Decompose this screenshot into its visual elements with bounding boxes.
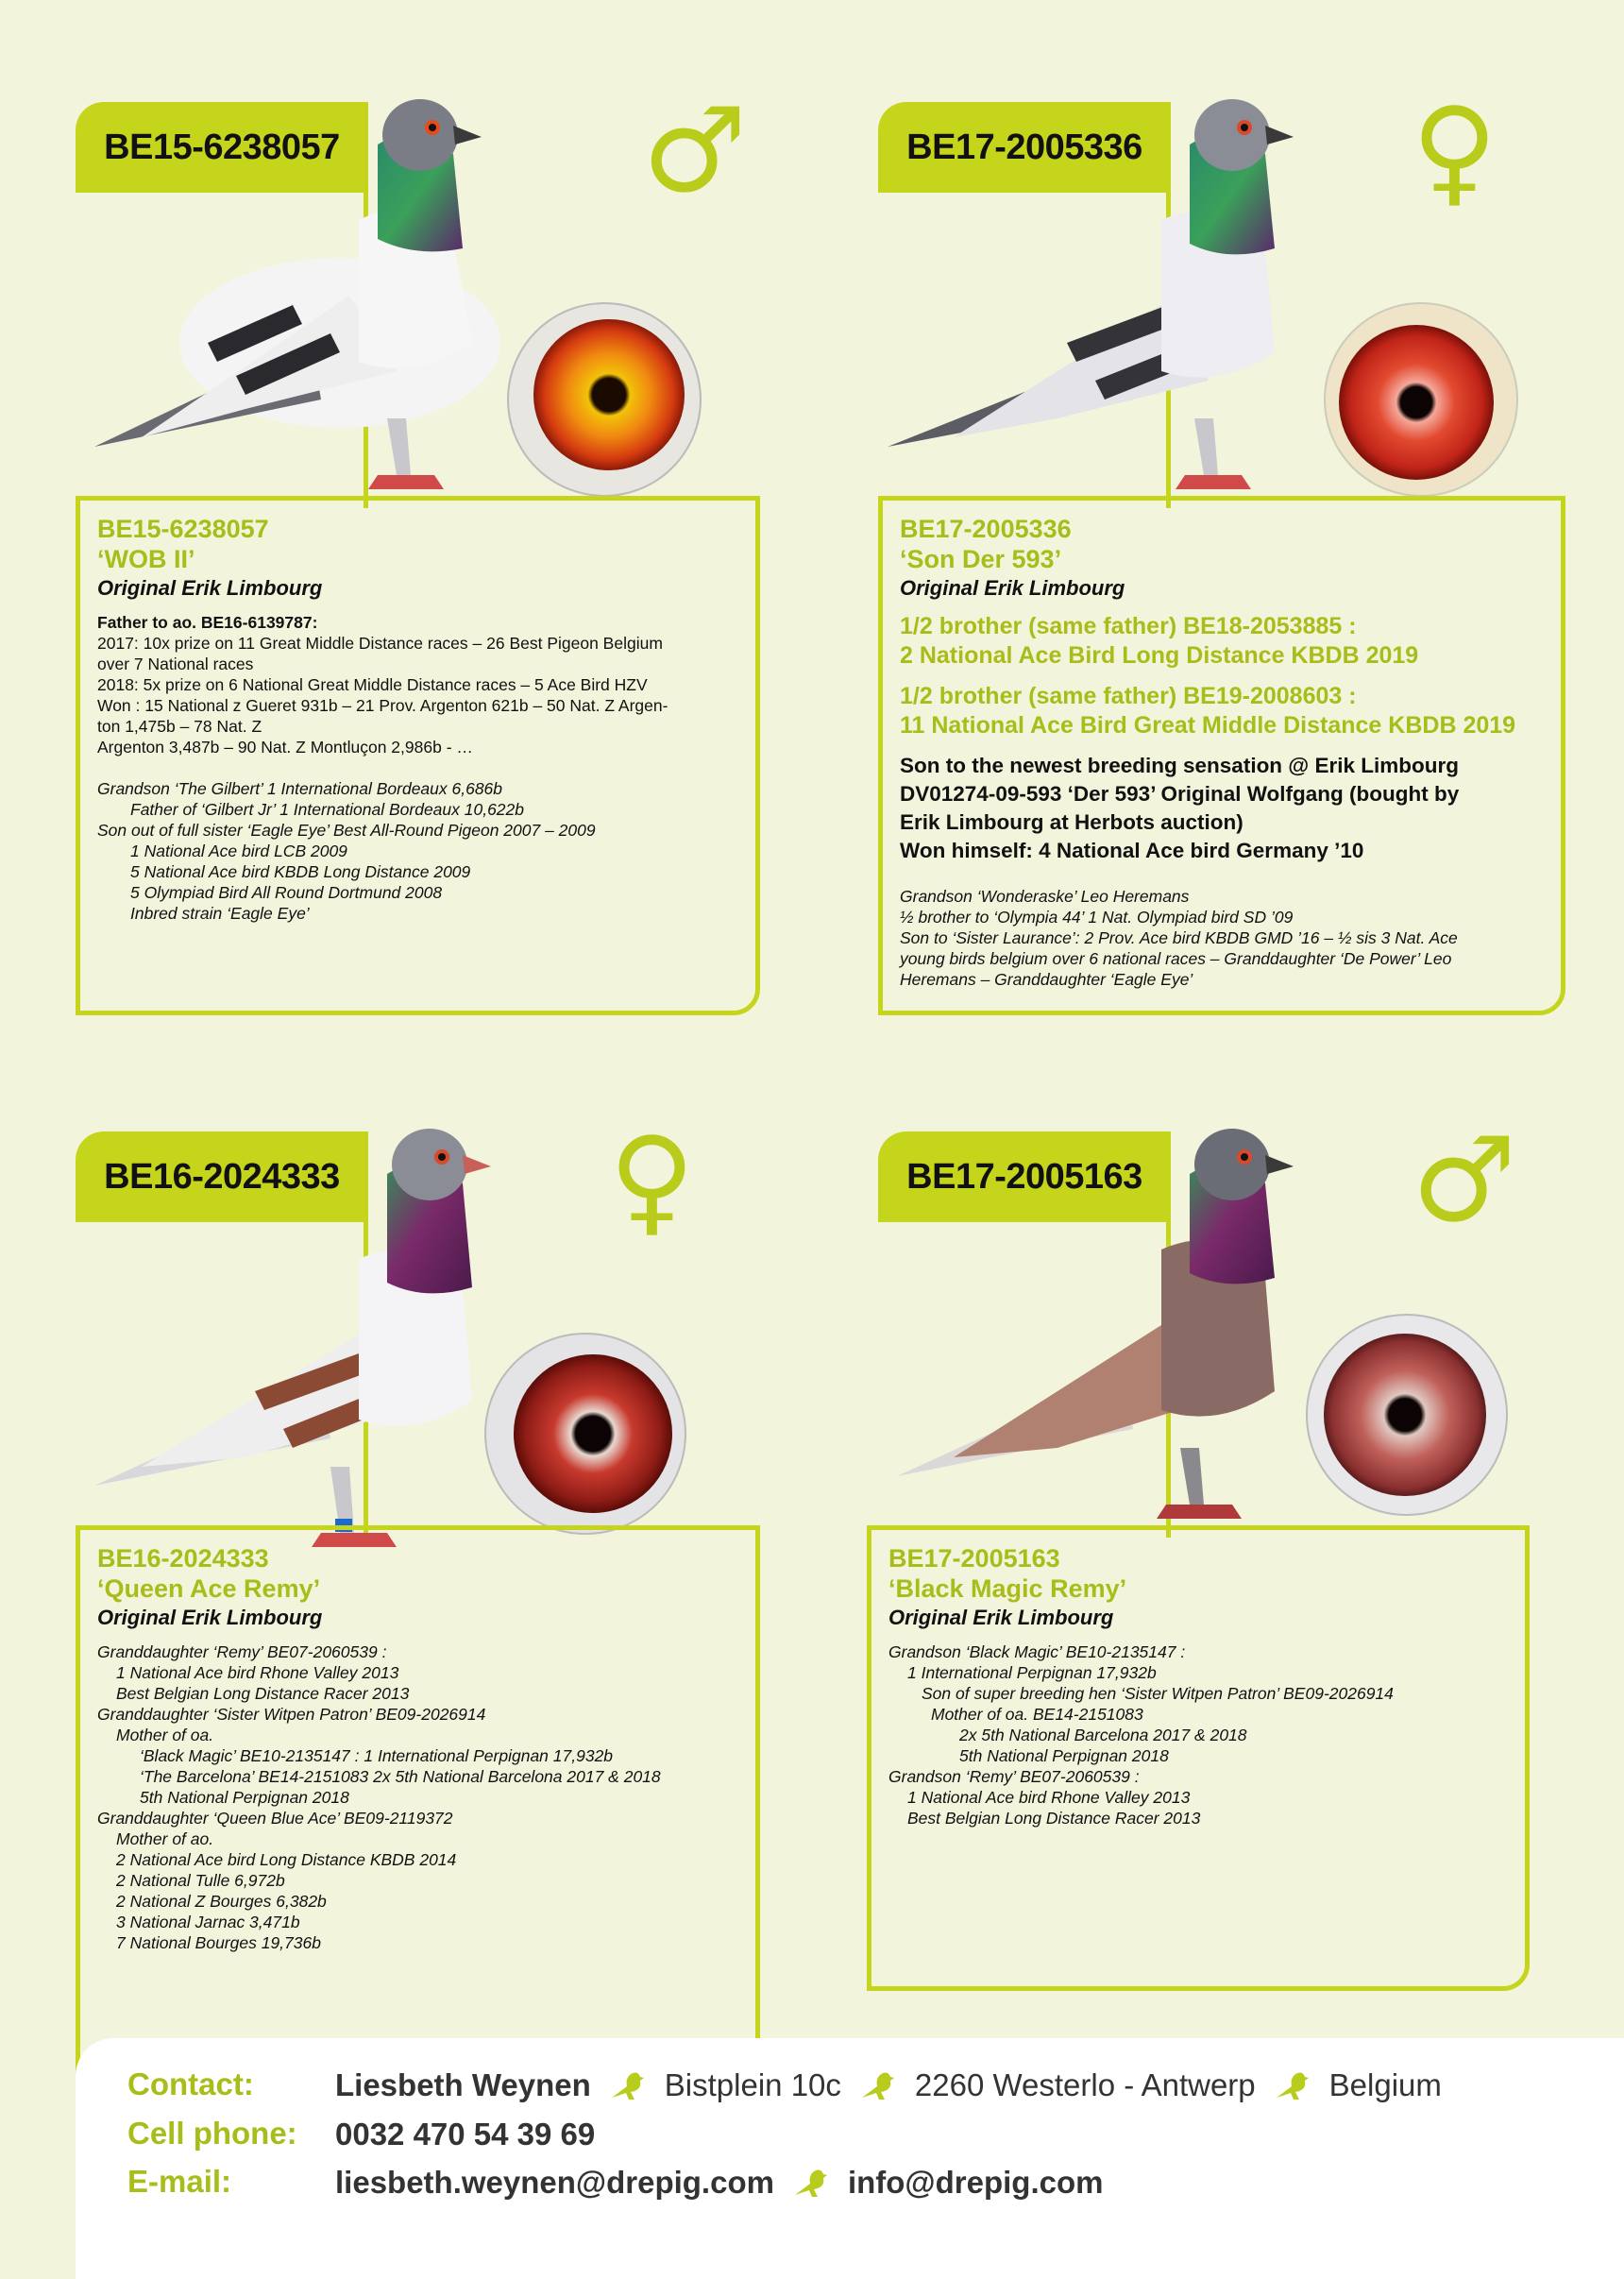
pedigree-line: 2018: 5x prize on 6 National Great Middle Distance races – 5 Ace Bird HZV xyxy=(97,675,648,694)
pedigree-line xyxy=(900,865,1546,886)
pedigree-lines xyxy=(900,612,1546,990)
origin-line: Original Erik Limbourg xyxy=(888,1606,1114,1629)
pedigree-lines xyxy=(888,1641,1510,1828)
eye-photo xyxy=(505,300,703,499)
pedigree-line: 3 National Jarnac 3,471b xyxy=(116,1913,300,1931)
pedigree-line: over 7 National races xyxy=(97,655,254,673)
address-row xyxy=(335,2066,1442,2104)
ring-number: BE15-6238057 xyxy=(97,515,269,543)
pigeon-nickname: ‘Black Magic Remy’ xyxy=(888,1574,1127,1603)
pedigree-line: 1 National Ace bird Rhone Valley 2013 xyxy=(907,1788,1191,1807)
pedigree-line: 7 National Bourges 19,736b xyxy=(116,1933,321,1952)
pedigree-line: ‘The Barcelona’ BE14-2151083 2x 5th National Barcelona 2017 & 2018 xyxy=(140,1767,661,1786)
pigeon-nickname: ‘Queen Ace Remy’ xyxy=(97,1574,321,1603)
contact-footer xyxy=(76,2038,1624,2279)
pigeon-icon xyxy=(860,2069,896,2101)
pedigree-lines xyxy=(97,1641,740,1953)
pedigree-line: Heremans – Granddaughter ‘Eagle Eye’ xyxy=(900,970,1193,989)
pedigree-line: young birds belgium over 6 national races – Granddaughter ‘De Power’ Leo xyxy=(900,949,1452,968)
contact-name: Liesbeth Weynen xyxy=(335,2067,591,2102)
origin-line: Original Erik Limbourg xyxy=(97,1606,323,1629)
ring-tab: BE15-6238057 xyxy=(76,102,368,193)
pedigree-box xyxy=(76,496,760,1015)
pedigree-line: ‘Black Magic’ BE10-2135147 : 1 International Perpignan 17,932b xyxy=(140,1746,614,1765)
ring-number: BE17-2005336 xyxy=(900,515,1072,543)
pedigree-line: 5 National Ace bird KBDB Long Distance 2009 xyxy=(130,862,471,881)
pedigree-line: ½ brother to ‘Olympia 44’ 1 Nat. Olympiad bird SD ’09 xyxy=(900,908,1294,927)
pedigree-line: Granddaughter ‘Queen Blue Ace’ BE09-2119372 xyxy=(97,1809,453,1828)
pigeon-card-4 xyxy=(878,1113,1624,2123)
pedigree-line: Grandson ‘Wonderaske’ Leo Heremans xyxy=(900,887,1190,906)
pedigree-line: 2x 5th National Barcelona 2017 & 2018 xyxy=(959,1726,1247,1744)
pedigree-line: 1 International Perpignan 17,932b xyxy=(907,1663,1157,1682)
pedigree-line: Best Belgian Long Distance Racer 2013 xyxy=(116,1684,410,1703)
pedigree-line: 11 National Ace Bird Great Middle Distance KBDB 2019 xyxy=(900,712,1516,739)
phone-label: Cell phone: xyxy=(127,2116,297,2151)
pedigree-line: Inbred strain ‘Eagle Eye’ xyxy=(130,904,310,923)
pedigree-line: Grandson ‘Black Magic’ BE10-2135147 : xyxy=(888,1642,1186,1661)
pedigree-line: Grandson ‘Remy’ BE07-2060539 : xyxy=(888,1767,1140,1786)
pigeon-nickname: ‘WOB II’ xyxy=(97,545,195,573)
pigeon-nickname: ‘Son Der 593’ xyxy=(900,545,1062,573)
ring-tab: BE17-2005336 xyxy=(878,102,1171,193)
pedigree-line: 2017: 10x prize on 11 Great Middle Distance races – 26 Best Pigeon Belgium xyxy=(97,634,663,653)
street: Bistplein 10c xyxy=(664,2067,841,2102)
pedigree-line xyxy=(97,757,740,778)
pedigree-line: Granddaughter ‘Sister Witpen Patron’ BE09-2026914 xyxy=(97,1705,486,1724)
female-symbol-icon: ♀ xyxy=(1412,83,1497,219)
ring-tab: BE16-2024333 xyxy=(76,1131,368,1222)
pedigree-line: Son to the newest breeding sensation @ Erik Limbourg xyxy=(900,754,1460,777)
pigeon-card-1 xyxy=(76,83,831,1094)
pedigree-line: Erik Limbourg at Herbots auction) xyxy=(900,810,1243,834)
pigeon-icon xyxy=(1275,2069,1311,2101)
pedigree-line: 1 National Ace bird LCB 2009 xyxy=(130,842,347,860)
male-symbol-icon: ♂ xyxy=(642,83,748,219)
pedigree-line: Father of ‘Gilbert Jr’ 1 International Bordeaux 10,622b xyxy=(130,800,525,819)
pigeon-card-2 xyxy=(878,83,1624,1094)
pedigree-line: 5 Olympiad Bird All Round Dortmund 2008 xyxy=(130,883,443,902)
origin-line: Original Erik Limbourg xyxy=(900,576,1125,600)
pedigree-box xyxy=(867,1525,1530,1991)
email-link-1[interactable]: liesbeth.weynen@drepig.com xyxy=(335,2165,774,2200)
pedigree-line: Mother of oa. xyxy=(116,1726,214,1744)
pedigree-line: Son of super breeding hen ‘Sister Witpen Patron’ BE09-2026914 xyxy=(922,1684,1394,1703)
pedigree-line: 5th National Perpignan 2018 xyxy=(140,1788,349,1807)
pedigree-box xyxy=(878,496,1565,1015)
eye-photo xyxy=(1322,300,1520,499)
country: Belgium xyxy=(1328,2067,1442,2102)
pedigree-line: Best Belgian Long Distance Racer 2013 xyxy=(907,1809,1201,1828)
pedigree-line: 2 National Z Bourges 6,382b xyxy=(116,1892,327,1911)
pedigree-line: 2 National Ace Bird Long Distance KBDB 2019 xyxy=(900,642,1419,669)
pedigree-line: 1/2 brother (same father) BE19-2008603 : xyxy=(900,683,1357,709)
eye-photo xyxy=(482,1330,689,1538)
email-row xyxy=(335,2164,1103,2202)
pedigree-line: Argenton 3,487b – 90 Nat. Z Montluçon 2,986b - … xyxy=(97,738,473,757)
contact-label: Contact: xyxy=(127,2066,254,2101)
pedigree-line: Son out of full sister ‘Eagle Eye’ Best All-Round Pigeon 2007 – 2009 xyxy=(97,821,596,840)
male-symbol-icon: ♂ xyxy=(1412,1113,1517,1249)
pedigree-line: ton 1,475b – 78 Nat. Z xyxy=(97,717,262,736)
pedigree-line: Won himself: 4 National Ace bird Germany ’10 xyxy=(900,839,1364,862)
female-symbol-icon: ♀ xyxy=(609,1113,695,1249)
pedigree-line: Father to ao. BE16-6139787: xyxy=(97,613,318,632)
eye-photo xyxy=(1303,1311,1511,1519)
email-label: E-mail: xyxy=(127,2164,232,2199)
pedigree-line: Grandson ‘The Gilbert’ 1 International Bordeaux 6,686b xyxy=(97,779,503,798)
phone-number[interactable]: 0032 470 54 39 69 xyxy=(335,2117,596,2151)
ring-number: BE16-2024333 xyxy=(97,1544,269,1573)
phone-row xyxy=(335,2116,595,2153)
ring-number: BE17-2005163 xyxy=(888,1544,1060,1573)
ring-tab: BE17-2005163 xyxy=(878,1131,1171,1222)
pedigree-line: 1/2 brother (same father) BE18-2053885 : xyxy=(900,613,1357,639)
pedigree-line: Mother of oa. BE14-2151083 xyxy=(931,1705,1143,1724)
pedigree-line: 1 National Ace bird Rhone Valley 2013 xyxy=(116,1663,399,1682)
pedigree-line: DV01274-09-593 ‘Der 593’ Original Wolfgang (bought by xyxy=(900,782,1460,806)
pedigree-line: Son to ‘Sister Laurance’: 2 Prov. Ace bird KBDB GMD ’16 – ½ sis 3 Nat. Ace xyxy=(900,928,1458,947)
email-link-2[interactable]: info@drepig.com xyxy=(847,2165,1104,2200)
pedigree-line: Granddaughter ‘Remy’ BE07-2060539 : xyxy=(97,1642,387,1661)
pedigree-line: 2 National Ace bird Long Distance KBDB 2014 xyxy=(116,1850,457,1869)
pigeon-icon xyxy=(610,2069,646,2101)
pedigree-box xyxy=(76,1525,760,2097)
city: 2260 Westerlo - Antwerp xyxy=(914,2067,1256,2102)
pedigree-line: Mother of ao. xyxy=(116,1829,214,1848)
origin-line: Original Erik Limbourg xyxy=(97,576,323,600)
pedigree-line: 2 National Tulle 6,972b xyxy=(116,1871,285,1890)
pedigree-line: Won : 15 National z Gueret 931b – 21 Prov. Argenton 621b – 50 Nat. Z Argen- xyxy=(97,696,668,715)
pigeon-card-3 xyxy=(76,1113,831,2123)
pedigree-lines xyxy=(97,612,740,924)
pedigree-line: 5th National Perpignan 2018 xyxy=(959,1746,1169,1765)
pigeon-icon xyxy=(793,2167,829,2199)
